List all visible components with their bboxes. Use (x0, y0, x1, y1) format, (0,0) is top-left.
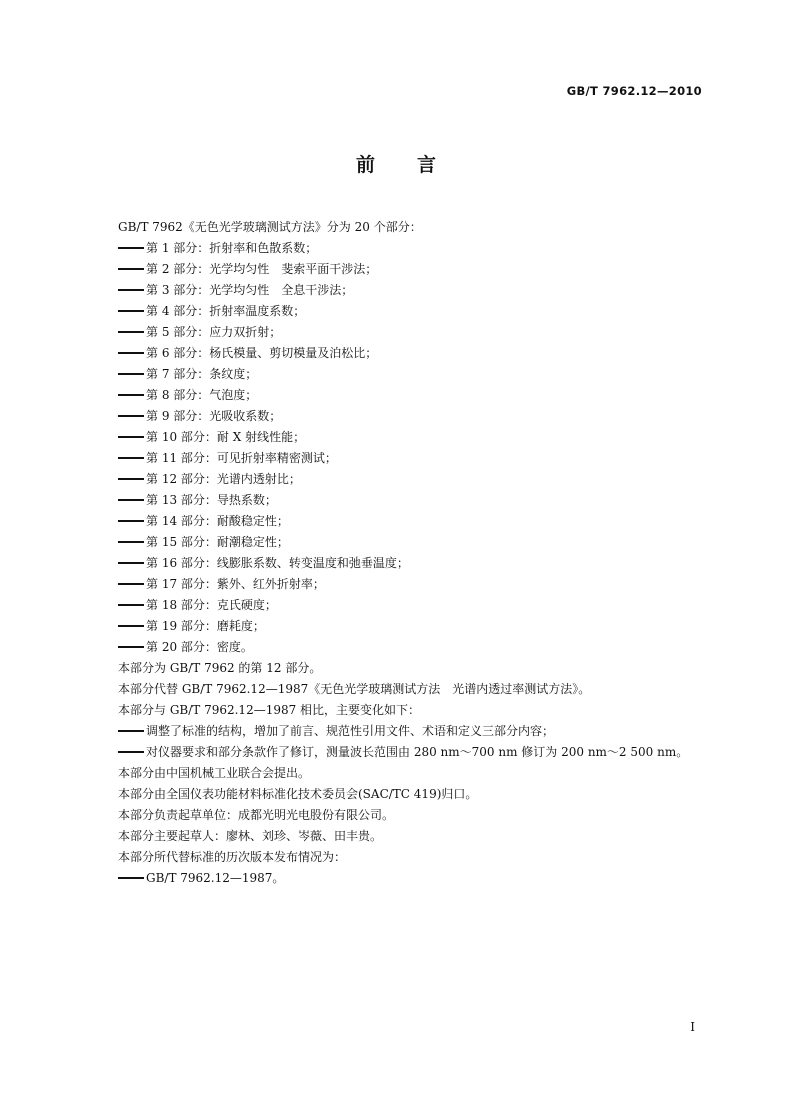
em-dash (118, 562, 144, 564)
list-item: 第 19 部分：磨耗度； (118, 616, 718, 637)
drafters-statement: 本部分主要起草人：廖林、刘珍、岑薇、田丰贵。 (118, 829, 383, 843)
this-part-statement: 本部分为 GB/T 7962 的第 12 部分。 (118, 661, 322, 675)
centralized-statement: 本部分由全国仪表功能材料标准化技术委员会(SAC/TC 419)归口。 (118, 787, 478, 801)
em-dash (118, 604, 144, 606)
history-list (118, 868, 718, 889)
foreword-body (118, 217, 718, 889)
em-dash (118, 352, 144, 354)
em-dash (118, 499, 144, 501)
list-item: 第 20 部分：密度。 (118, 637, 718, 658)
em-dash (118, 331, 144, 333)
standard-code: GB/T 7962.12—2010 (566, 84, 702, 98)
em-dash (118, 730, 144, 732)
list-item: 第 10 部分：耐 X 射线性能； (118, 427, 718, 448)
em-dash (118, 310, 144, 312)
list-item: 第 6 部分：杨氏模量、剪切模量及泊松比； (118, 343, 718, 364)
em-dash (118, 877, 144, 879)
list-item: 第 11 部分：可见折射率精密测试； (118, 448, 718, 469)
em-dash (118, 478, 144, 480)
list-item: 第 18 部分：克氏硬度； (118, 595, 718, 616)
list-item: 第 7 部分：条纹度； (118, 364, 718, 385)
list-item: 第 8 部分：气泡度； (118, 385, 718, 406)
drafting-unit-statement: 本部分负责起草单位：成都光明光电股份有限公司。 (118, 808, 395, 822)
em-dash (118, 583, 144, 585)
list-item: 第 9 部分：光吸收系数； (118, 406, 718, 427)
list-item: 第 12 部分：光谱内透射比； (118, 469, 718, 490)
page-title: 前言 (355, 154, 478, 176)
em-dash (118, 289, 144, 291)
list-item: 第 5 部分：应力双折射； (118, 322, 718, 343)
changes-list (118, 721, 718, 763)
em-dash (118, 268, 144, 270)
history-statement: 本部分所代替标准的历次版本发布情况为： (118, 850, 347, 864)
em-dash (118, 247, 144, 249)
list-item: 第 16 部分：线膨胀系数、转变温度和弛垂温度； (118, 553, 718, 574)
list-item: 第 17 部分：紫外、红外折射率； (118, 574, 718, 595)
em-dash (118, 394, 144, 396)
list-item: 对仪器要求和部分条款作了修订，测量波长范围由 280 nm～700 nm 修订为 200 nm～2 500 nm。 (118, 742, 718, 763)
em-dash (118, 457, 144, 459)
em-dash (118, 625, 144, 627)
list-item: GB/T 7962.12—1987。 (118, 868, 718, 889)
proposed-statement: 本部分由中国机械工业联合会提出。 (118, 766, 311, 780)
list-item: 第 14 部分：耐酸稳定性； (118, 511, 718, 532)
em-dash (118, 415, 144, 417)
parts-list (118, 238, 718, 658)
changes-statement: 本部分与 GB/T 7962.12—1987 相比，主要变化如下： (118, 703, 421, 717)
em-dash (118, 751, 144, 753)
list-item: 第 15 部分：耐潮稳定性； (118, 532, 718, 553)
replaces-statement: 本部分代替 GB/T 7962.12—1987《无色光学玻璃测试方法 光谱内透过率测试方法》。 (118, 682, 591, 696)
list-item: 第 1 部分：折射率和色散系数； (118, 238, 718, 259)
list-item: 调整了标准的结构，增加了前言、规范性引用文件、术语和定义三部分内容； (118, 721, 718, 742)
em-dash (118, 646, 144, 648)
list-item: 第 2 部分：光学均匀性 斐索平面干涉法； (118, 259, 718, 280)
list-item: 第 13 部分：导热系数； (118, 490, 718, 511)
intro-paragraph: GB/T 7962《无色光学玻璃测试方法》分为 20 个部分： (118, 220, 422, 234)
list-item: 第 4 部分：折射率温度系数； (118, 301, 718, 322)
list-item: 第 3 部分：光学均匀性 全息干涉法； (118, 280, 718, 301)
em-dash (118, 520, 144, 522)
em-dash (118, 541, 144, 543)
page-number: I (690, 1020, 695, 1034)
em-dash (118, 436, 144, 438)
em-dash (118, 373, 144, 375)
